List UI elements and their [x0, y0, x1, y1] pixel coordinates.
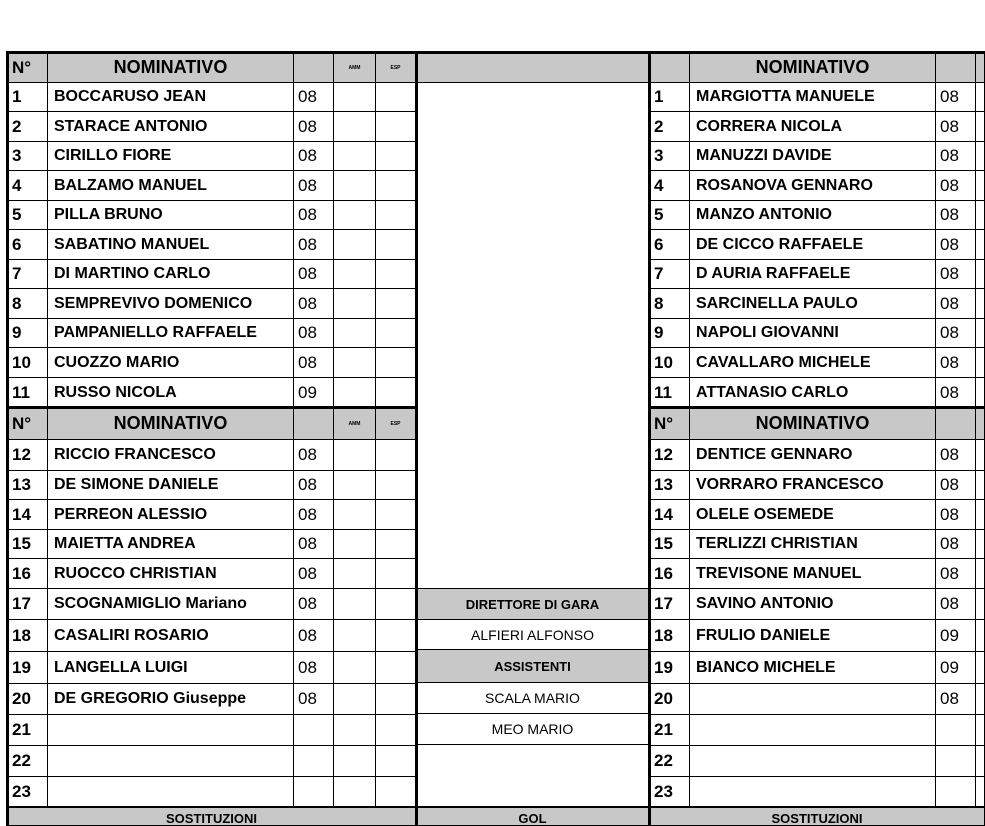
player-name: CORRERA NICOLA [690, 112, 936, 142]
player-birth-year: 08 [936, 201, 976, 230]
player-birth-year: 08 [936, 440, 976, 471]
amm-cell [976, 652, 985, 684]
table-border [6, 406, 417, 409]
player-number: 13 [650, 471, 690, 500]
player-number: 10 [8, 348, 48, 378]
col-header-year-away [936, 53, 976, 83]
player-name: DI MARTINO CARLO [48, 260, 294, 289]
player-number: 1 [650, 83, 690, 112]
table-border [6, 51, 9, 826]
player-number: 18 [8, 620, 48, 652]
player-number: 20 [650, 684, 690, 715]
player-name [48, 746, 294, 777]
player-number: 16 [8, 559, 48, 589]
player-birth-year: 08 [294, 112, 334, 142]
col-header-esp: ESP [376, 53, 416, 83]
amm-cell [976, 201, 985, 230]
middle-blank-bottom [416, 745, 650, 807]
amm-cell [334, 83, 376, 112]
player-number: 21 [650, 715, 690, 746]
player-name: TREVISONE MANUEL [690, 559, 936, 589]
player-name: MANZO ANTONIO [690, 201, 936, 230]
col-header-num: N° [8, 53, 48, 83]
player-name: NAPOLI GIOVANNI [690, 319, 936, 348]
esp-cell [376, 471, 416, 500]
player-birth-year: 08 [294, 142, 334, 171]
amm-cell [976, 500, 985, 530]
player-number: 14 [650, 500, 690, 530]
amm-cell [976, 289, 985, 319]
player-number: 14 [8, 500, 48, 530]
col-header-nominativo-away-2: NOMINATIVO [690, 408, 936, 440]
player-number: 11 [650, 378, 690, 408]
player-name: BOCCARUSO JEAN [48, 83, 294, 112]
player-number: 5 [650, 201, 690, 230]
amm-cell [976, 684, 985, 715]
player-birth-year: 08 [936, 289, 976, 319]
player-birth-year: 08 [294, 652, 334, 684]
player-name: PERREON ALESSIO [48, 500, 294, 530]
player-birth-year: 08 [294, 440, 334, 471]
player-name: ROSANOVA GENNARO [690, 171, 936, 201]
esp-cell [376, 746, 416, 777]
player-birth-year: 08 [294, 471, 334, 500]
player-name: PILLA BRUNO [48, 201, 294, 230]
player-number: 21 [8, 715, 48, 746]
player-name: RUSSO NICOLA [48, 378, 294, 408]
assistant-2: MEO MARIO [416, 714, 650, 745]
player-birth-year: 09 [294, 378, 334, 408]
esp-cell [376, 230, 416, 260]
esp-cell [376, 500, 416, 530]
col-header-year-away-2 [936, 408, 976, 440]
player-number: 6 [8, 230, 48, 260]
player-name [690, 684, 936, 715]
amm-cell [976, 559, 985, 589]
amm-cell [334, 589, 376, 620]
player-birth-year: 08 [294, 230, 334, 260]
esp-cell [376, 589, 416, 620]
assistant-1: SCALA MARIO [416, 683, 650, 714]
player-number: 23 [8, 777, 48, 807]
amm-cell [976, 715, 985, 746]
player-birth-year [294, 715, 334, 746]
player-number: 2 [650, 112, 690, 142]
col-header-esp-2: ESP [376, 408, 416, 440]
player-birth-year: 08 [294, 83, 334, 112]
col-header-num-away [650, 53, 690, 83]
amm-cell [334, 777, 376, 807]
table-border [648, 51, 651, 826]
player-name: MARGIOTTA MANUELE [690, 83, 936, 112]
amm-cell [334, 230, 376, 260]
player-number: 9 [650, 319, 690, 348]
amm-cell [976, 777, 985, 807]
player-number: 7 [650, 260, 690, 289]
esp-cell [376, 319, 416, 348]
esp-cell [376, 201, 416, 230]
footer-substitutions-home: SOSTITUZIONI [8, 807, 416, 826]
player-name [48, 715, 294, 746]
player-birth-year: 08 [936, 230, 976, 260]
esp-cell [376, 112, 416, 142]
col-header-year [294, 53, 334, 83]
player-birth-year: 08 [294, 171, 334, 201]
player-birth-year [936, 777, 976, 807]
player-name: SARCINELLA PAULO [690, 289, 936, 319]
player-name: TERLIZZI CHRISTIAN [690, 530, 936, 559]
player-number: 5 [8, 201, 48, 230]
esp-cell [376, 652, 416, 684]
amm-cell [334, 201, 376, 230]
player-name: SABATINO MANUEL [48, 230, 294, 260]
player-birth-year: 08 [936, 142, 976, 171]
player-birth-year: 08 [294, 348, 334, 378]
player-name: DE SIMONE DANIELE [48, 471, 294, 500]
player-number: 4 [8, 171, 48, 201]
esp-cell [376, 684, 416, 715]
player-name: LANGELLA LUIGI [48, 652, 294, 684]
middle-blank [416, 83, 650, 589]
player-name: VORRARO FRANCESCO [690, 471, 936, 500]
player-number: 20 [8, 684, 48, 715]
player-name: D AURIA RAFFAELE [690, 260, 936, 289]
amm-cell [976, 746, 985, 777]
player-birth-year: 08 [936, 260, 976, 289]
esp-cell [376, 530, 416, 559]
player-birth-year: 08 [936, 500, 976, 530]
player-number: 12 [8, 440, 48, 471]
player-name [690, 746, 936, 777]
player-name: PAMPANIELLO RAFFAELE [48, 319, 294, 348]
amm-cell [334, 471, 376, 500]
player-number: 18 [650, 620, 690, 652]
player-number: 8 [650, 289, 690, 319]
player-number: 11 [8, 378, 48, 408]
amm-cell [334, 112, 376, 142]
amm-cell [334, 289, 376, 319]
amm-cell [976, 83, 985, 112]
amm-cell [976, 260, 985, 289]
esp-cell [376, 440, 416, 471]
player-name: DENTICE GENNARO [690, 440, 936, 471]
player-birth-year: 08 [294, 260, 334, 289]
player-name: SAVINO ANTONIO [690, 589, 936, 620]
esp-cell [376, 289, 416, 319]
amm-cell [976, 471, 985, 500]
player-number: 10 [650, 348, 690, 378]
col-header-year-2 [294, 408, 334, 440]
player-name [690, 715, 936, 746]
player-birth-year: 08 [936, 378, 976, 408]
player-name: SEMPREVIVO DOMENICO [48, 289, 294, 319]
amm-cell [976, 378, 985, 408]
player-birth-year: 08 [294, 289, 334, 319]
assistants-label: ASSISTENTI [416, 650, 650, 683]
player-number: 16 [650, 559, 690, 589]
esp-cell [376, 559, 416, 589]
player-birth-year: 08 [294, 319, 334, 348]
table-border [6, 51, 417, 54]
table-border [416, 51, 652, 54]
player-name: CAVALLARO MICHELE [690, 348, 936, 378]
player-name: CASALIRI ROSARIO [48, 620, 294, 652]
player-name: CIRILLO FIORE [48, 142, 294, 171]
esp-cell [376, 171, 416, 201]
amm-cell [976, 620, 985, 652]
col-header-num-away-2: N° [650, 408, 690, 440]
player-name: DE GREGORIO Giuseppe [48, 684, 294, 715]
player-birth-year: 09 [936, 652, 976, 684]
player-number: 2 [8, 112, 48, 142]
amm-cell [976, 230, 985, 260]
player-birth-year [936, 715, 976, 746]
player-number: 3 [650, 142, 690, 171]
amm-cell [334, 171, 376, 201]
player-name: OLELE OSEMEDE [690, 500, 936, 530]
player-birth-year: 08 [294, 201, 334, 230]
player-birth-year: 08 [936, 112, 976, 142]
middle-header [416, 53, 650, 83]
table-border [650, 51, 985, 54]
amm-cell [334, 530, 376, 559]
player-birth-year [936, 746, 976, 777]
player-number: 4 [650, 171, 690, 201]
player-name: STARACE ANTONIO [48, 112, 294, 142]
col-header-num-2: N° [8, 408, 48, 440]
player-name: MANUZZI DAVIDE [690, 142, 936, 171]
amm-cell [334, 440, 376, 471]
player-name: RUOCCO CHRISTIAN [48, 559, 294, 589]
col-header-amm-away-2 [976, 408, 985, 440]
footer-substitutions-away: SOSTITUZIONI [650, 807, 985, 826]
player-birth-year [294, 777, 334, 807]
player-birth-year: 08 [294, 500, 334, 530]
amm-cell [334, 652, 376, 684]
table-border [6, 806, 985, 808]
player-birth-year: 08 [936, 471, 976, 500]
player-birth-year: 08 [936, 530, 976, 559]
player-name: MAIETTA ANDREA [48, 530, 294, 559]
amm-cell [334, 378, 376, 408]
player-number: 3 [8, 142, 48, 171]
col-header-nominativo: NOMINATIVO [48, 53, 294, 83]
amm-cell [334, 348, 376, 378]
amm-cell [334, 260, 376, 289]
amm-cell [976, 112, 985, 142]
amm-cell [334, 142, 376, 171]
esp-cell [376, 142, 416, 171]
player-birth-year: 08 [294, 559, 334, 589]
player-name: ATTANASIO CARLO [690, 378, 936, 408]
amm-cell [334, 319, 376, 348]
player-birth-year: 08 [936, 83, 976, 112]
col-header-amm-away [976, 53, 985, 83]
amm-cell [334, 559, 376, 589]
footer-goals: GOL [416, 807, 650, 826]
player-number: 9 [8, 319, 48, 348]
player-birth-year: 08 [936, 684, 976, 715]
col-header-nominativo-away: NOMINATIVO [690, 53, 936, 83]
player-birth-year: 09 [936, 620, 976, 652]
player-number: 22 [650, 746, 690, 777]
player-number: 15 [8, 530, 48, 559]
player-number: 17 [650, 589, 690, 620]
col-header-amm: AMM [334, 53, 376, 83]
amm-cell [334, 746, 376, 777]
player-birth-year [294, 746, 334, 777]
amm-cell [976, 348, 985, 378]
player-name: SCOGNAMIGLIO Mariano [48, 589, 294, 620]
player-number: 1 [8, 83, 48, 112]
referee-label: DIRETTORE DI GARA [416, 589, 650, 620]
player-name: RICCIO FRANCESCO [48, 440, 294, 471]
player-number: 7 [8, 260, 48, 289]
player-name: BALZAMO MANUEL [48, 171, 294, 201]
player-name [48, 777, 294, 807]
amm-cell [976, 589, 985, 620]
player-number: 12 [650, 440, 690, 471]
player-birth-year: 08 [936, 319, 976, 348]
esp-cell [376, 777, 416, 807]
player-number: 6 [650, 230, 690, 260]
player-birth-year: 08 [936, 171, 976, 201]
player-birth-year: 08 [294, 684, 334, 715]
col-header-amm-2: AMM [334, 408, 376, 440]
referee-name: ALFIERI ALFONSO [416, 620, 650, 650]
player-name: FRULIO DANIELE [690, 620, 936, 652]
player-name: BIANCO MICHELE [690, 652, 936, 684]
amm-cell [976, 319, 985, 348]
esp-cell [376, 260, 416, 289]
player-birth-year: 08 [294, 530, 334, 559]
esp-cell [376, 620, 416, 652]
amm-cell [976, 142, 985, 171]
player-birth-year: 08 [936, 559, 976, 589]
player-name: CUOZZO MARIO [48, 348, 294, 378]
esp-cell [376, 715, 416, 746]
player-birth-year: 08 [936, 589, 976, 620]
esp-cell [376, 378, 416, 408]
amm-cell [334, 684, 376, 715]
player-number: 15 [650, 530, 690, 559]
amm-cell [976, 440, 985, 471]
player-number: 13 [8, 471, 48, 500]
player-number: 22 [8, 746, 48, 777]
player-number: 19 [8, 652, 48, 684]
esp-cell [376, 83, 416, 112]
table-border [648, 406, 985, 409]
player-birth-year: 08 [936, 348, 976, 378]
amm-cell [334, 500, 376, 530]
amm-cell [976, 530, 985, 559]
player-number: 19 [650, 652, 690, 684]
amm-cell [976, 171, 985, 201]
table-border [415, 51, 418, 826]
amm-cell [334, 620, 376, 652]
esp-cell [376, 348, 416, 378]
player-number: 23 [650, 777, 690, 807]
player-number: 8 [8, 289, 48, 319]
amm-cell [334, 715, 376, 746]
player-number: 17 [8, 589, 48, 620]
col-header-nominativo-2: NOMINATIVO [48, 408, 294, 440]
player-birth-year: 08 [294, 620, 334, 652]
player-name: DE CICCO RAFFAELE [690, 230, 936, 260]
player-name [690, 777, 936, 807]
player-birth-year: 08 [294, 589, 334, 620]
